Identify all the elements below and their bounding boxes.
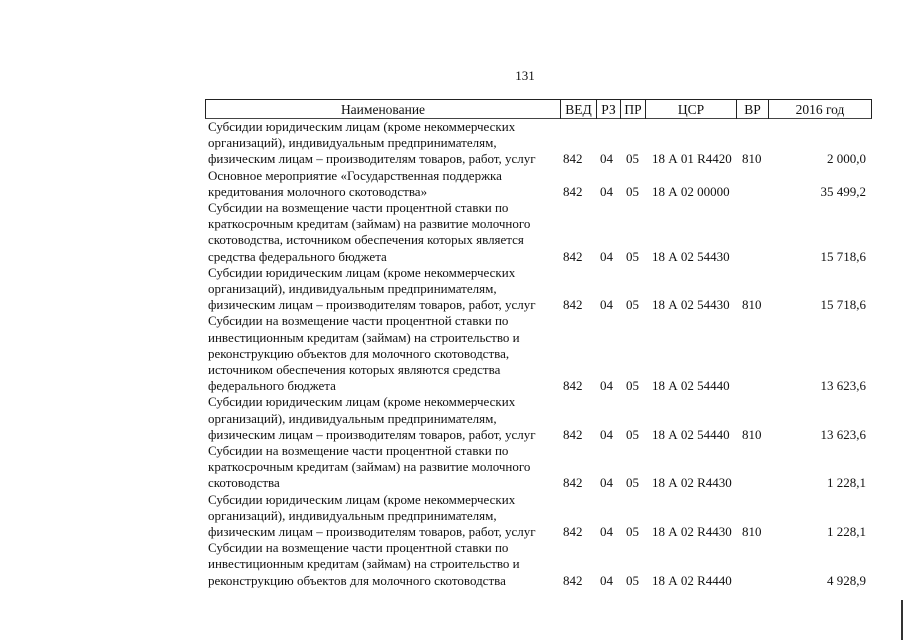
row-name: [208, 492, 558, 541]
row-name-line: Субсидии на возмещение части процентной ставки по: [208, 443, 509, 459]
table-row: [205, 168, 872, 200]
row-amount: 13 623,6: [820, 378, 866, 394]
row-name-line: Субсидии юридическим лицам (кроме некоммерческих: [208, 491, 516, 507]
row-name-line: скотоводства: [208, 475, 280, 491]
row-ved: 842: [563, 475, 583, 491]
header-rz: РЗ: [597, 100, 621, 119]
row-rz: 04: [600, 475, 613, 491]
row-name: [208, 443, 558, 492]
row-name-line: организаций), индивидуальным предпринимателям,: [208, 281, 497, 297]
row-name-line: организаций), индивидуальным предпринимателям,: [208, 507, 497, 523]
row-vr: 810: [742, 151, 762, 167]
table-row: [205, 119, 872, 168]
row-amount: 1 228,1: [827, 524, 866, 540]
header-pr: ПР: [621, 100, 646, 119]
row-name: [208, 119, 558, 168]
row-ved: 842: [563, 297, 583, 313]
row-name-line: физическим лицам – производителям товаров, работ, услуг: [208, 426, 536, 442]
row-csr: 18 А 02 R4430: [652, 475, 732, 491]
header-csr: ЦСР: [646, 100, 737, 119]
row-name-line: физическим лицам – производителям товаров, работ, услуг: [208, 151, 536, 167]
row-rz: 04: [600, 572, 613, 588]
row-name-line: Субсидии юридическим лицам (кроме некоммерческих: [208, 264, 516, 280]
row-name: [208, 200, 558, 265]
row-name-line: Субсидии юридическим лицам (кроме некоммерческих: [208, 394, 516, 410]
row-name-line: организаций), индивидуальным предпринимателям,: [208, 135, 497, 151]
row-csr: 18 А 02 54440: [652, 378, 730, 394]
row-amount: 1 228,1: [827, 475, 866, 491]
row-name-line: инвестиционным кредитам (займам) на строительство и: [208, 556, 520, 572]
row-rz: 04: [600, 183, 613, 199]
table-row: [205, 443, 872, 492]
row-name-line: реконструкцию объектов для молочного скотоводства: [208, 572, 506, 588]
row-amount: 13 623,6: [820, 426, 866, 442]
header-name: Наименование: [206, 100, 561, 119]
row-pr: 05: [626, 426, 639, 442]
row-pr: 05: [626, 248, 639, 264]
row-csr: 18 А 02 R4440: [652, 572, 732, 588]
row-csr: 18 А 02 00000: [652, 183, 730, 199]
row-name-line: физическим лицам – производителям товаров, работ, услуг: [208, 524, 536, 540]
row-name-line: Основное мероприятие «Государственная поддержка: [208, 167, 502, 183]
row-vr: 810: [742, 524, 762, 540]
row-amount: 15 718,6: [820, 248, 866, 264]
row-rz: 04: [600, 297, 613, 313]
row-csr: 18 А 02 54430: [652, 297, 730, 313]
row-name-line: инвестиционным кредитам (займам) на строительство и: [208, 329, 520, 345]
row-ved: 842: [563, 426, 583, 442]
table-row: [205, 394, 872, 443]
row-vr: 810: [742, 297, 762, 313]
row-ved: 842: [563, 524, 583, 540]
row-pr: 05: [626, 524, 639, 540]
row-name-line: краткосрочным кредитам (займам) на развитие молочного: [208, 459, 531, 475]
row-name-line: организаций), индивидуальным предпринимателям,: [208, 410, 497, 426]
row-ved: 842: [563, 151, 583, 167]
row-csr: 18 А 02 R4430: [652, 524, 732, 540]
row-name-line: Субсидии на возмещение части процентной ставки по: [208, 540, 509, 556]
row-name-line: Субсидии юридическим лицам (кроме некоммерческих: [208, 119, 516, 134]
row-amount: 2 000,0: [827, 151, 866, 167]
table-header: [205, 99, 872, 119]
row-name-line: краткосрочным кредитам (займам) на развитие молочного: [208, 216, 531, 232]
row-vr: 810: [742, 426, 762, 442]
row-name-line: Субсидии на возмещение части процентной ставки по: [208, 313, 509, 329]
table-body: [205, 119, 872, 589]
row-csr: 18 А 02 54440: [652, 426, 730, 442]
row-rz: 04: [600, 524, 613, 540]
row-name-line: физическим лицам – производителям товаров, работ, услуг: [208, 297, 536, 313]
header-year: 2016 год: [795, 102, 845, 117]
row-pr: 05: [626, 475, 639, 491]
row-rz: 04: [600, 426, 613, 442]
table-row: [205, 492, 872, 541]
page-number: 131: [515, 68, 535, 83]
row-ved: 842: [563, 572, 583, 588]
budget-table: [205, 99, 872, 589]
row-name-line: Субсидии на возмещение части процентной ставки по: [208, 200, 509, 216]
row-csr: 18 А 02 54430: [652, 248, 730, 264]
row-name-line: кредитования молочного скотоводства»: [208, 183, 428, 199]
row-csr: 18 А 01 R4420: [652, 151, 732, 167]
table-row: [205, 265, 872, 314]
scan-edge-mark: [901, 600, 903, 640]
row-pr: 05: [626, 183, 639, 199]
table-row: [205, 200, 872, 265]
table-row: [205, 313, 872, 394]
row-amount: 15 718,6: [820, 297, 866, 313]
row-amount: 35 499,2: [820, 183, 866, 199]
row-pr: 05: [626, 378, 639, 394]
row-name: [208, 540, 558, 589]
row-rz: 04: [600, 378, 613, 394]
row-rz: 04: [600, 151, 613, 167]
row-name-line: источником обеспечения которых являются средства: [208, 362, 501, 378]
row-name-line: федерального бюджета: [208, 378, 336, 394]
row-ved: 842: [563, 248, 583, 264]
row-name-line: скотоводства, источником обеспечения которых является: [208, 232, 524, 248]
row-name: [208, 394, 558, 443]
header-ved: ВЕД: [561, 100, 597, 119]
row-ved: 842: [563, 378, 583, 394]
row-rz: 04: [600, 248, 613, 264]
row-name: [208, 265, 558, 314]
row-pr: 05: [626, 151, 639, 167]
row-name-line: средства федерального бюджета: [208, 248, 387, 264]
header-vr: ВР: [737, 100, 769, 119]
row-name-line: реконструкцию объектов для молочного скотоводства,: [208, 345, 510, 361]
row-name: [208, 168, 558, 200]
row-pr: 05: [626, 572, 639, 588]
row-ved: 842: [563, 183, 583, 199]
table-row: [205, 540, 872, 589]
row-amount: 4 928,9: [827, 572, 866, 588]
row-name: [208, 313, 558, 394]
row-pr: 05: [626, 297, 639, 313]
